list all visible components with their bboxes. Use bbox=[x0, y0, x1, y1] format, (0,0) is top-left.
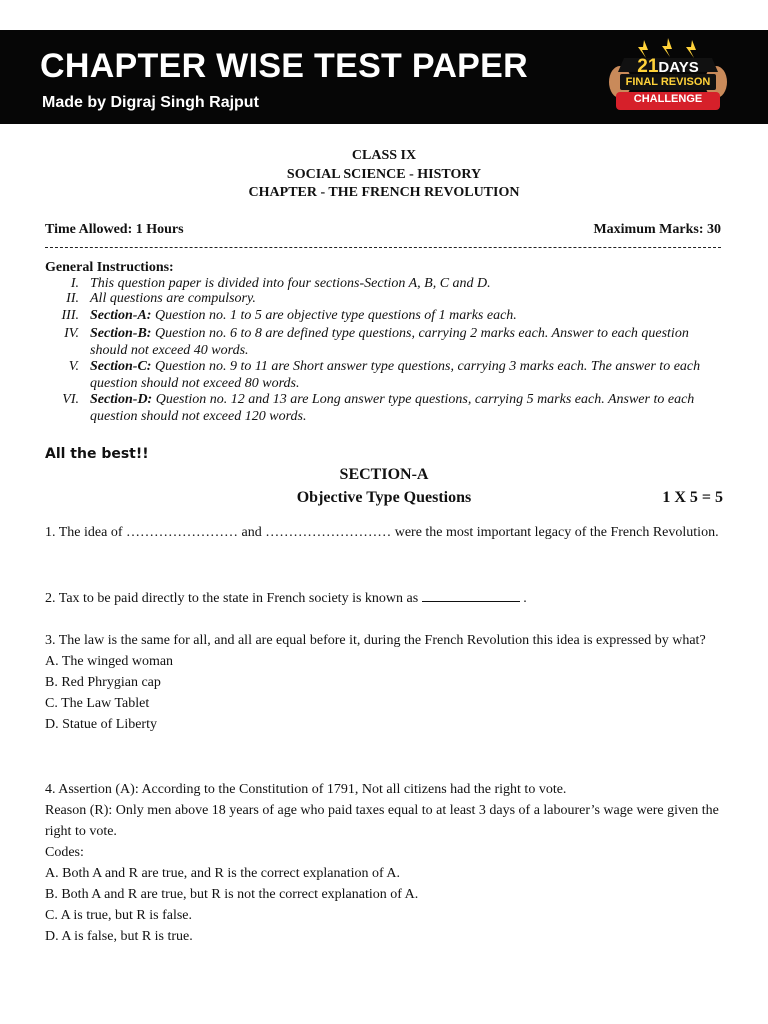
answer-blank bbox=[422, 589, 520, 602]
instruction-number: V. bbox=[68, 359, 79, 374]
section-subtitle: Objective Type Questions bbox=[296, 489, 472, 506]
banner-title: CHAPTER WISE TEST PAPER bbox=[40, 47, 528, 85]
option-a: A. Both A and R are true, and R is the correct explanation of A. bbox=[45, 866, 400, 881]
question-4-reason: Reason (R): Only men above 18 years of age who paid taxes equal to at least 3 days of a labourer’s wage were given the right to vote. bbox=[45, 803, 719, 839]
instruction-text: Question no. 1 to 5 are objective type questions of 1 marks each. bbox=[151, 308, 517, 323]
instruction-text: All questions are compulsory. bbox=[90, 291, 256, 306]
all-the-best-note: All the best!! bbox=[45, 446, 149, 462]
logo-days: DAYS bbox=[658, 59, 699, 76]
question-1: 1. The idea of …………………… and ……………………… were the most important legacy of the French Revolution. bbox=[45, 525, 719, 540]
question-2-end: . bbox=[519, 591, 527, 606]
logo-line3: CHALLENGE bbox=[633, 93, 703, 105]
question-2 bbox=[45, 588, 725, 609]
instruction-text: This question paper is divided into four sections-Section A, B, C and D. bbox=[90, 276, 491, 291]
option-b: B. Red Phrygian cap bbox=[45, 675, 161, 690]
maximum-marks: Maximum Marks: 30 bbox=[593, 222, 721, 237]
time-allowed: Time Allowed: 1 Hours bbox=[45, 222, 184, 237]
question-2-text: 2. Tax to be paid directly to the state in French society is known as bbox=[45, 591, 419, 606]
chapter-title: CHAPTER - THE FRENCH REVOLUTION bbox=[248, 185, 520, 200]
option-c: C. A is true, but R is false. bbox=[45, 908, 192, 923]
instruction-number: IV. bbox=[64, 326, 79, 341]
instruction-text: Question no. 12 and 13 are Long answer type questions, carrying 5 marks each. Answer to each question should not exceed 120 words. bbox=[90, 392, 695, 424]
instruction-number: II. bbox=[66, 291, 79, 306]
question-3-stem: 3. The law is the same for all, and all are equal before it, during the French Revolution this idea is expressed by what? bbox=[45, 633, 706, 648]
question-3 bbox=[45, 630, 725, 735]
dashed-divider bbox=[45, 247, 721, 248]
instruction-number: I. bbox=[70, 276, 79, 291]
subject-title: SOCIAL SCIENCE - HISTORY bbox=[286, 167, 482, 182]
logo-line2: FINAL REVISON bbox=[625, 76, 711, 88]
banner-subtitle: Made by Digraj Singh Rajput bbox=[42, 94, 259, 111]
option-b: B. Both A and R are true, but R is not the correct explanation of A. bbox=[45, 887, 419, 902]
section-title: SECTION-A bbox=[339, 466, 429, 483]
logo-number: 21 bbox=[637, 56, 659, 77]
instructions-heading: General Instructions: bbox=[45, 260, 174, 275]
instruction-text: Question no. 6 to 8 are defined type questions, carrying 2 marks each. Answer to each question should not exceed 40 words. bbox=[90, 326, 689, 358]
instruction-text: Question no. 9 to 11 are Short answer type questions, carrying 3 marks each. The answer to each question should not exceed 80 words. bbox=[90, 359, 701, 391]
section-marks: 1 X 5 = 5 bbox=[662, 489, 723, 506]
challenge-logo bbox=[606, 38, 730, 120]
codes-label: Codes: bbox=[45, 845, 84, 860]
option-a: A. The winged woman bbox=[45, 654, 174, 669]
instruction-number: VI. bbox=[62, 392, 79, 407]
option-d: D. A is false, but R is true. bbox=[45, 929, 193, 944]
class-title: CLASS IX bbox=[351, 148, 417, 163]
option-d: D. Statue of Liberty bbox=[45, 717, 157, 732]
option-c: C. The Law Tablet bbox=[45, 696, 150, 711]
question-4 bbox=[45, 779, 725, 947]
question-4-assertion: 4. Assertion (A): According to the Constitution of 1791, Not all citizens had the right to vote. bbox=[45, 782, 567, 797]
instruction-number: III. bbox=[61, 308, 79, 323]
